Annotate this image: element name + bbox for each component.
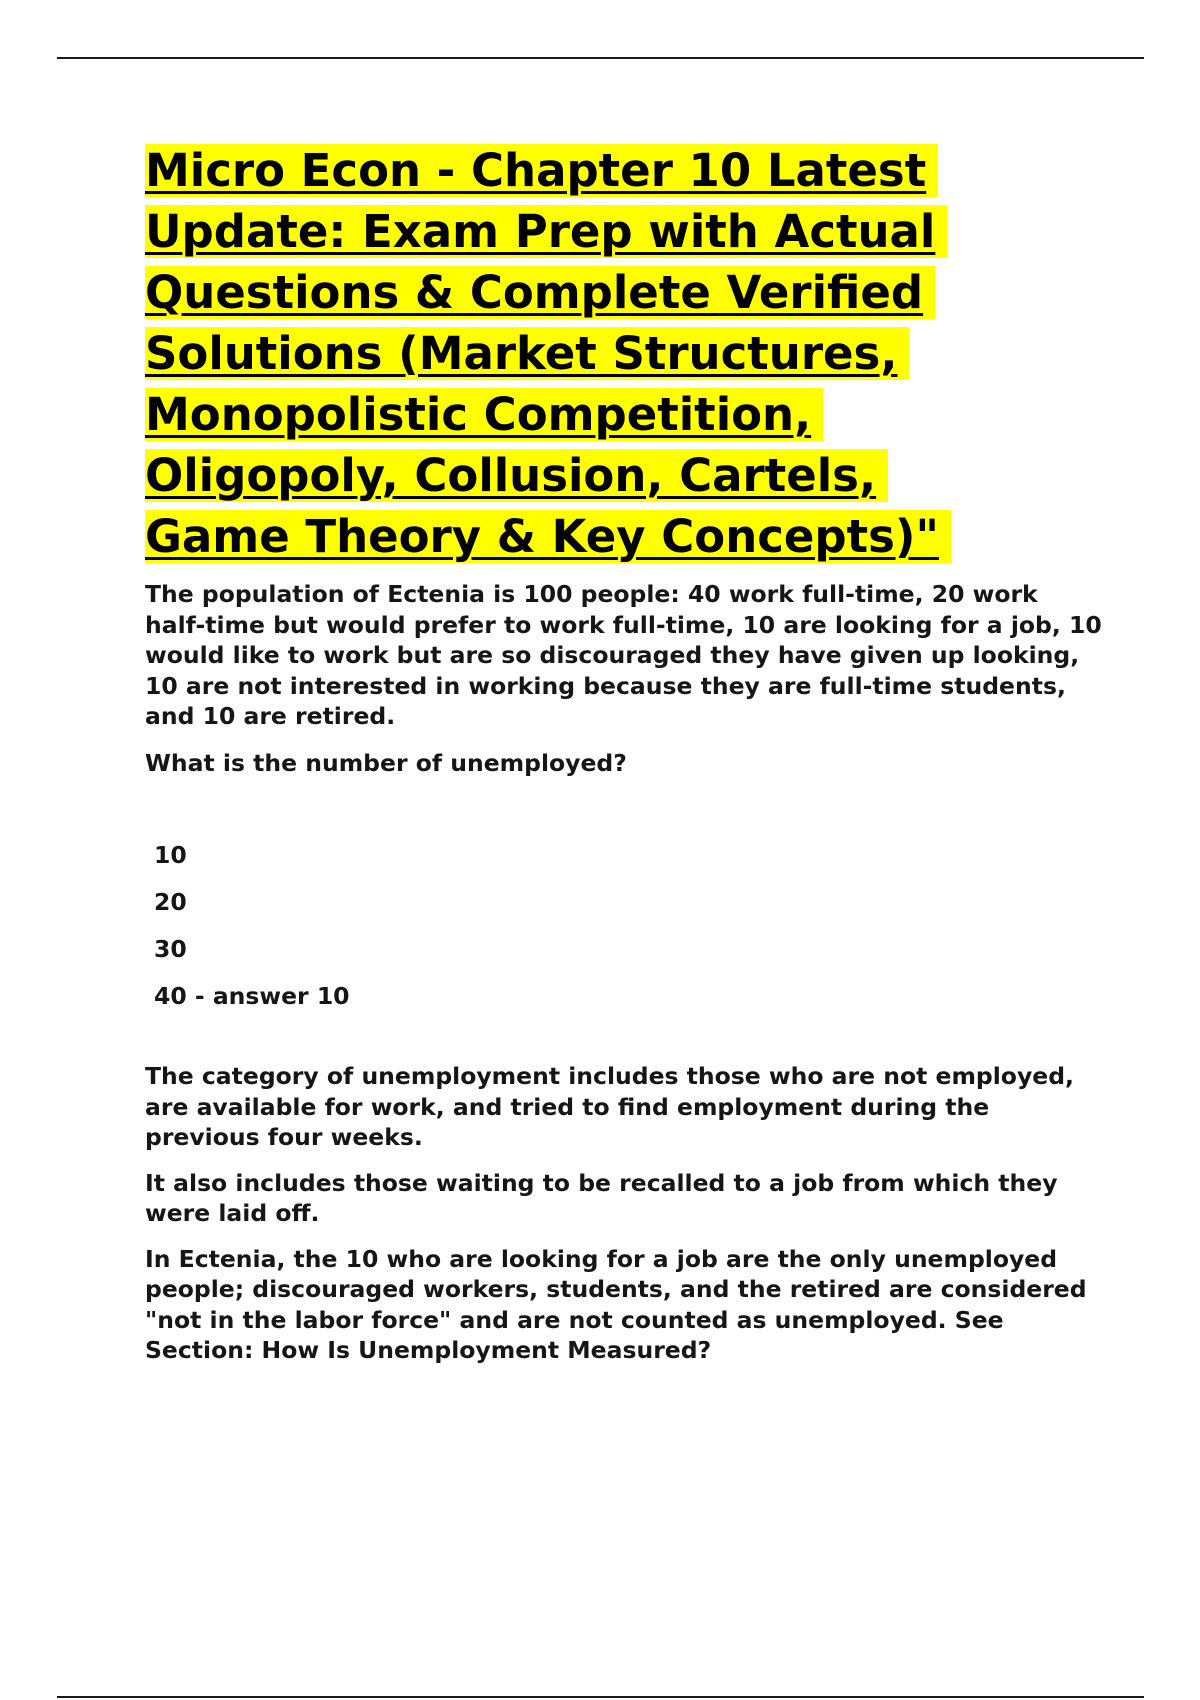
document-title (145, 140, 1105, 567)
answer-option: 40 - answer 10 (154, 982, 350, 1010)
title-line-5: Monopolistic Competition, (145, 388, 823, 441)
answer-option: 10 (154, 841, 187, 869)
explanation-paragraph-1: The category of unemployment includes those who are not employed, are available for work, and tried to find employment during the previous four weeks. (145, 1062, 1074, 1151)
bottom-rule (57, 1696, 1144, 1698)
answer-options (145, 840, 1105, 1011)
explanation-paragraph-3: In Ectenia, the 10 who are looking for a job are the only unemployed people; discouraged workers, students, and the retired are considered "not in the labor force" and are not counted as unemployed. See Section: How Is Unemployment Measured? (145, 1244, 1087, 1364)
document-body (145, 140, 1105, 1366)
question-text: The population of Ectenia is 100 people: 40 work full-time, 20 work half-time but would prefer to work full-time, 10 are looking for a job, 10 would like to work but are so discouraged they have given up looking, 10 are not interested in working because they are full-time students, and 10 are retired. (145, 580, 1102, 730)
answer-option: 20 (154, 888, 187, 916)
title-line-4: Solutions (Market Structures, (145, 327, 909, 380)
title-line-2: Update: Exam Prep with Actual (145, 205, 947, 258)
title-line-1: Micro Econ - Chapter 10 Latest (145, 144, 938, 197)
top-rule (57, 57, 1144, 59)
title-line-3: Questions & Complete Verified (145, 266, 935, 319)
question-prompt: What is the number of unemployed? (145, 748, 627, 777)
answer-option: 30 (154, 935, 187, 963)
title-line-6: Oligopoly, Collusion, Cartels, (145, 449, 888, 502)
title-line-7: Game Theory & Key Concepts)" (145, 510, 951, 563)
explanation-paragraph-2: It also includes those waiting to be recalled to a job from which they were laid off. (145, 1168, 1058, 1227)
